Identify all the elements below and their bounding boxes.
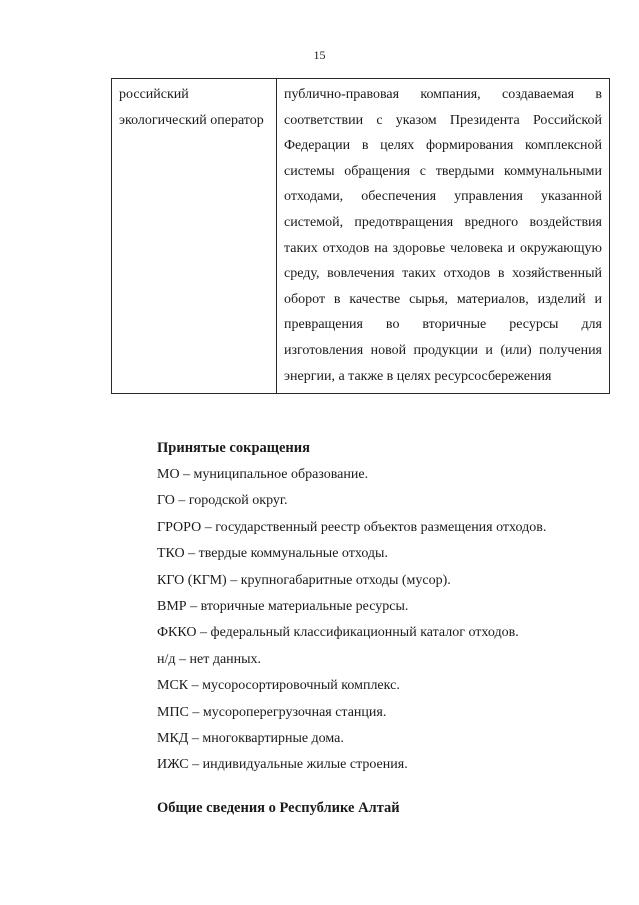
list-item: ГРОРО – государственный реестр объектов размещения отходов. bbox=[157, 519, 547, 535]
list-item: ФККО – федеральный классификационный каталог отходов. bbox=[157, 625, 519, 641]
list-item: ГО – городской округ. bbox=[157, 493, 288, 509]
definition-cell: публично-правовая компания, создаваемая в соответствии с указом Президента Российской Федерации в целях формирования комплексной системы обращения с твердыми коммунальными отходами, обеспечения управления указанной системой, предотвращения вредного воздействия таких отходов на здоровье человека и окружающую среду, вовлечения таких отходов в хозяйственный оборот в качестве сырья, материалов, изделий и превращения во вторичные ресурсы для изготовления новой продукции и (или) получения энергии, а также в целях ресурсосбережения bbox=[277, 79, 610, 394]
list-item: МО – муниципальное образование. bbox=[157, 467, 369, 482]
list-item: МКД – многоквартирные дома. bbox=[157, 731, 344, 747]
abbreviations-heading: Принятые сокращения bbox=[157, 440, 310, 456]
list-item: МСК – мусоросортировочный комплекс. bbox=[157, 678, 400, 694]
list-item: ВМР – вторичные материальные ресурсы. bbox=[157, 599, 409, 615]
page-number: 15 bbox=[313, 48, 326, 62]
term-cell: российский экологический оператор bbox=[112, 79, 277, 394]
list-item: КГО (КГМ) – крупногабаритные отходы (мусор). bbox=[157, 572, 451, 588]
list-item: н/д – нет данных. bbox=[157, 651, 262, 667]
list-item: ИЖС – индивидуальные жилые строения. bbox=[157, 757, 408, 773]
table-row bbox=[112, 79, 610, 394]
abbreviations-list bbox=[157, 462, 546, 779]
definition-table bbox=[111, 78, 610, 394]
list-item: МПС – мусороперегрузочная станция. bbox=[157, 704, 387, 720]
list-item: ТКО – твердые коммунальные отходы. bbox=[157, 546, 388, 562]
section-heading-general-info: Общие сведения о Республике Алтай bbox=[157, 800, 400, 816]
